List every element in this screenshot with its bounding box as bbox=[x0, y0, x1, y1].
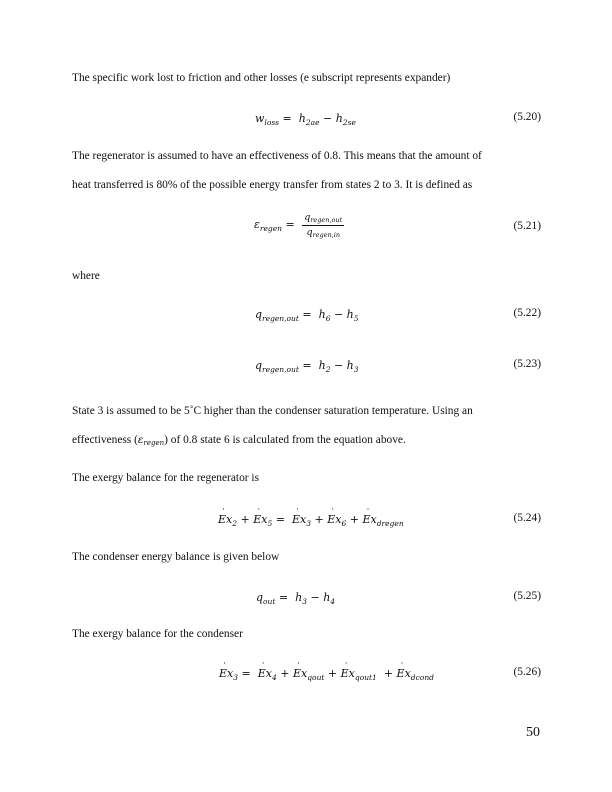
paragraph-state3-line1: State 3 is assumed to be 5˚C higher than the condenser saturation temperature. Using an bbox=[72, 405, 473, 417]
equation-number-5-23: (5.23) bbox=[513, 358, 541, 370]
paragraph-regenerator-line1: The regenerator is assumed to have an effectiveness of 0.8. This means that the amount of bbox=[72, 150, 482, 162]
paragraph-where: where bbox=[72, 270, 100, 282]
equation-5-22: $q_{regen,out} = h_6 - h_5$ bbox=[255, 308, 359, 323]
equation-5-25: $q_{out} = h_3 - h_4$ bbox=[256, 591, 336, 606]
page-number: 50 bbox=[526, 725, 540, 740]
equation-5-24: E $˙x_2 + E$ $˙x_5 = E$ $˙x_3 + E$ $˙x_6 + E$ $˙x_{dregen}$ bbox=[218, 513, 404, 528]
equation-number-5-21: (5.21) bbox=[513, 220, 541, 232]
paragraph-condenser-energy: The condenser energy balance is given below bbox=[72, 551, 280, 563]
equation-5-23: $q_{regen,out} = h_2 - h_3$ bbox=[255, 359, 359, 374]
paragraph-friction-loss: The specific work lost to friction and other losses (e subscript represents expander) bbox=[72, 72, 451, 84]
equation-number-5-24: (5.24) bbox=[513, 512, 541, 524]
equation-number-5-25: (5.25) bbox=[513, 590, 541, 602]
paragraph-exergy-condenser: The exergy balance for the condenser bbox=[72, 628, 243, 640]
equation-5-21: $\varepsilon_{regen}$ = $\frac{q_{regen,out}}{q_{regen,in}}$ bbox=[254, 212, 343, 239]
paragraph-state3-pre: effectiveness ( bbox=[72, 434, 138, 446]
paragraph-exergy-regenerator: The exergy balance for the regenerator is bbox=[72, 472, 260, 484]
effectiveness-symbol: $\varepsilon_{regen}$ bbox=[137, 434, 165, 447]
paragraph-state3-post: ) of 0.8 state 6 is calculated from the equation above. bbox=[164, 434, 406, 446]
paragraph-regenerator-line2: heat transferred is 80% of the possible energy transfer from states 2 to 3. It is defined as bbox=[72, 179, 473, 191]
equation-number-5-20: (5.20) bbox=[513, 111, 541, 123]
equation-5-20: $w_{loss} = h_{2ae} - h_{2se}$ bbox=[255, 112, 356, 127]
equation-number-5-26: (5.26) bbox=[513, 666, 541, 678]
paragraph-state3-line2 bbox=[72, 434, 542, 447]
equation-number-5-22: (5.22) bbox=[513, 307, 541, 319]
equation-5-26: E $˙x_3 = E$ $˙x_4 + E$ $˙x_{qout} + E$ $˙x_{qout1} + E$ $˙x_{dcond}$ bbox=[219, 667, 434, 682]
